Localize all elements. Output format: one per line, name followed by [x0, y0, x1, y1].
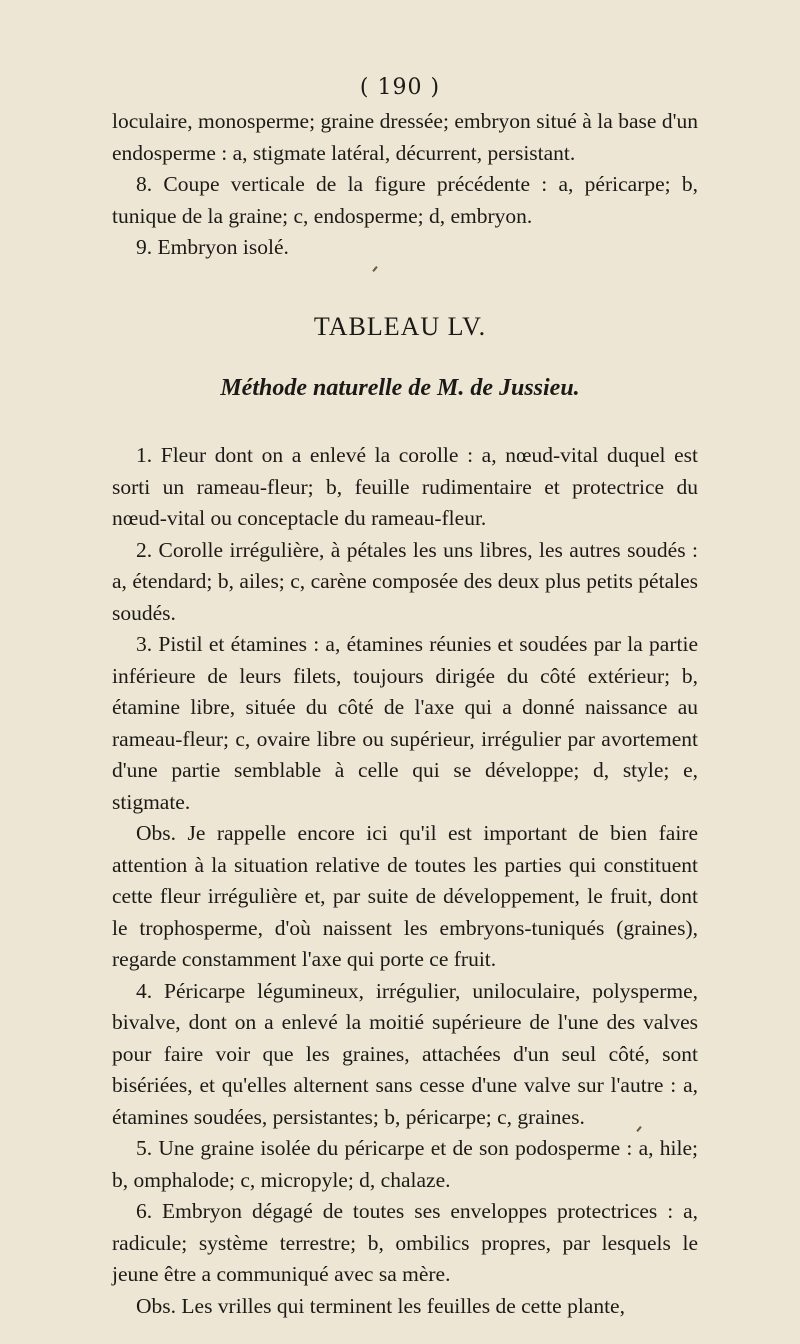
paragraph: 5. Une graine isolée du péricarpe et de son podosperme : a, hile; b, omphalode; c, micropyle; d, chalaze. [112, 1136, 698, 1192]
paragraph: Obs. Les vrilles qui terminent les feuilles de cette plante, [136, 1293, 625, 1318]
paragraph: 6. Embryon dégagé de toutes ses enveloppes protectrices : a, radicule; système terrestre; b, ombilics propres, par lesquels le jeune être a communiqué avec sa mère. [112, 1199, 698, 1286]
section-subtitle: Méthode naturelle de M. de Jussieu. [220, 375, 580, 401]
section-title: TABLEAU LV. [313, 312, 487, 341]
page-number: ( 190 ) [359, 75, 441, 100]
ink-mark [372, 266, 377, 272]
paragraph: loculaire, monosperme; graine dressée; embryon situé à la base d'un endosperme : a, stigmate latéral, décurrent, persistant. [112, 109, 698, 165]
paragraph: 8. Coupe verticale de la figure précédente : a, péricarpe; b, tunique de la graine; c, endosperme; d, embryon. [112, 172, 698, 228]
paragraph: 4. Péricarpe légumineux, irrégulier, uniloculaire, polysperme, bivalve, dont on a enlevé la moitié supérieure de l'une des valves pour faire voir que les graines, attachées d'un seul côté, sont bisériées, et qu'elles alternent sans cesse d'une valve sur l'autre : a, étamines soudées, persistantes; b, péricarpe; c, graines. [112, 978, 698, 1129]
body-text [112, 440, 698, 1322]
intro-text [112, 106, 698, 264]
paragraph: 3. Pistil et étamines : a, étamines réunies et soudées par la partie inférieure de leurs filets, toujours dirigée du côté extérieur; b, étamine libre, située du côté de l'axe qui a donné naissance au rameau-fleur; c, ovaire libre ou supérieur, irrégulier par avortement d'une partie semblable à celle qui se développe; d, style; e, stigmate. [112, 632, 698, 814]
paragraph: Obs. Je rappelle encore ici qu'il est important de bien faire attention à la situation relative de toutes les parties qui constituent cette fleur irrégulière et, par suite de développement, le fruit, dont le trophosperme, d'où naissent les embryons-tuniqués (graines), regarde constamment l'axe qui porte ce fruit. [112, 821, 698, 971]
paragraph: 2. Corolle irrégulière, à pétales les uns libres, les autres soudés : a, étendard; b, ailes; c, carène composée des deux plus petits pétales soudés. [112, 537, 698, 625]
paragraph: 9. Embryon isolé. [136, 235, 289, 259]
paragraph: 1. Fleur dont on a enlevé la corolle : a, nœud-vital duquel est sorti un rameau-fleur; b, feuille rudimentaire et protectrice du nœud-vital ou conceptacle du rameau-fleur. [112, 443, 698, 530]
